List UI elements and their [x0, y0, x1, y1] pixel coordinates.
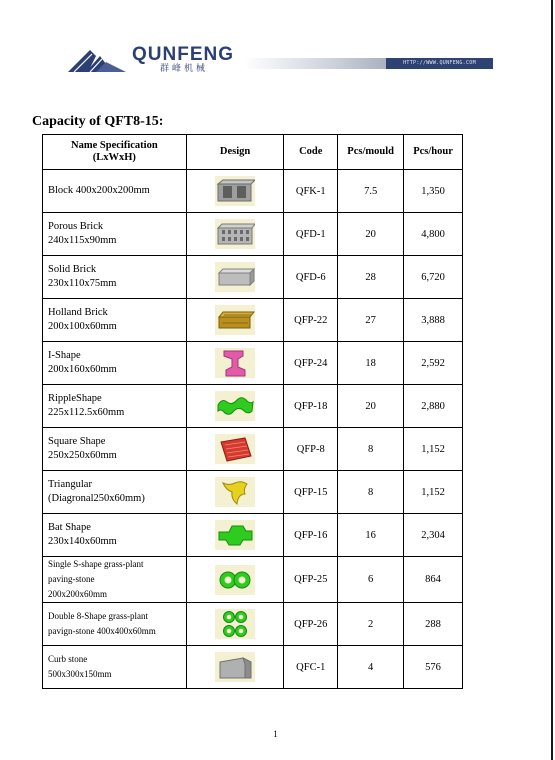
- i-shape-paver-icon: [215, 348, 255, 378]
- name-line: Block 400x200x200mm: [48, 185, 150, 196]
- cell-code: QFP-18: [284, 385, 338, 428]
- table-row: [43, 557, 463, 603]
- cell-name: [43, 428, 187, 471]
- cell-pcs-mould: 28: [338, 256, 404, 299]
- name-line: 200x160x60mm: [48, 364, 117, 375]
- mountain-logo-icon: [66, 44, 128, 74]
- name-line: Porous Brick: [48, 221, 104, 232]
- cell-name: [43, 256, 187, 299]
- cell-design: [186, 256, 284, 299]
- name-line: Solid Brick: [48, 264, 97, 275]
- cell-design: [186, 342, 284, 385]
- table-row: [43, 342, 463, 385]
- cell-pcs-mould: 16: [338, 514, 404, 557]
- table-row: [43, 256, 463, 299]
- name-line: 240x115x90mm: [48, 235, 117, 246]
- header-code: Code: [284, 135, 338, 170]
- table-row: [43, 471, 463, 514]
- name-line: Square Shape: [48, 436, 106, 447]
- section-title: Capacity of QFT8-15:: [32, 114, 164, 129]
- name-line: pavign-stone 400x400x60mm: [48, 626, 156, 636]
- table-row: [43, 385, 463, 428]
- cell-code: QFP-15: [284, 471, 338, 514]
- cell-pcs-mould: 20: [338, 213, 404, 256]
- cell-name: [43, 471, 187, 514]
- cell-pcs-hour: 4,800: [404, 213, 463, 256]
- table-row: [43, 428, 463, 471]
- cell-code: QFD-6: [284, 256, 338, 299]
- name-line: Holland Brick: [48, 307, 108, 318]
- cell-pcs-hour: 6,720: [404, 256, 463, 299]
- triangular-paver-icon: [215, 477, 255, 507]
- header-name-line1: Name Specification: [71, 140, 158, 151]
- double-8-grass-paver-icon: [215, 609, 255, 639]
- cell-code: QFD-1: [284, 213, 338, 256]
- name-line: Curb stone: [48, 654, 88, 664]
- cell-code: QFC-1: [284, 646, 338, 689]
- cell-code: QFP-16: [284, 514, 338, 557]
- name-line: 200x200x60mm: [48, 589, 108, 599]
- cell-pcs-mould: 7.5: [338, 170, 404, 213]
- cell-code: QFP-25: [284, 557, 338, 603]
- cell-name: [43, 557, 187, 603]
- cell-pcs-mould: 4: [338, 646, 404, 689]
- letterhead: [0, 0, 555, 90]
- cell-name: [43, 646, 187, 689]
- cell-design: [186, 213, 284, 256]
- cell-pcs-hour: 2,880: [404, 385, 463, 428]
- cell-pcs-mould: 20: [338, 385, 404, 428]
- cell-pcs-hour: 1,152: [404, 428, 463, 471]
- cell-code: QFP-22: [284, 299, 338, 342]
- cell-name: [43, 603, 187, 646]
- cell-pcs-mould: 2: [338, 603, 404, 646]
- cell-pcs-hour: 288: [404, 603, 463, 646]
- porous-brick-icon: [215, 219, 255, 249]
- name-line: Double 8-Shape grass-plant: [48, 611, 148, 621]
- single-s-grass-paver-icon: [215, 565, 255, 595]
- name-line: RippleShape: [48, 393, 102, 404]
- cell-design: [186, 471, 284, 514]
- holland-brick-icon: [215, 305, 255, 335]
- cell-pcs-hour: 2,304: [404, 514, 463, 557]
- table-row: [43, 170, 463, 213]
- table-row: [43, 603, 463, 646]
- cell-name: [43, 385, 187, 428]
- cell-design: [186, 170, 284, 213]
- header-pcs-mould: Pcs/mould: [338, 135, 404, 170]
- name-line: Triangular: [48, 479, 92, 490]
- solid-brick-icon: [215, 262, 255, 292]
- cell-pcs-mould: 18: [338, 342, 404, 385]
- cell-design: [186, 514, 284, 557]
- cell-name: [43, 342, 187, 385]
- cell-pcs-mould: 27: [338, 299, 404, 342]
- header-design: Design: [186, 135, 284, 170]
- table-row: [43, 213, 463, 256]
- table-row: [43, 299, 463, 342]
- brand-name: QUNFENG: [132, 44, 234, 65]
- header-name-spec: [43, 135, 187, 170]
- table-row: [43, 514, 463, 557]
- ripple-paver-icon: [215, 391, 255, 421]
- name-line: 250x250x60mm: [48, 450, 117, 461]
- curb-stone-icon: [215, 652, 255, 682]
- cell-pcs-mould: 8: [338, 428, 404, 471]
- name-line: I-Shape: [48, 350, 81, 361]
- square-paver-icon: [215, 434, 255, 464]
- page-number: 1: [273, 729, 278, 739]
- name-line: 230x140x60mm: [48, 536, 117, 547]
- cell-design: [186, 603, 284, 646]
- cell-code: QFK-1: [284, 170, 338, 213]
- cell-pcs-hour: 3,888: [404, 299, 463, 342]
- cell-pcs-mould: 8: [338, 471, 404, 514]
- cell-design: [186, 299, 284, 342]
- cell-design: [186, 385, 284, 428]
- hollow-block-icon: [215, 176, 255, 206]
- cell-pcs-hour: 576: [404, 646, 463, 689]
- name-line: 500x300x150mm: [48, 669, 112, 679]
- page-right-edge: [551, 0, 553, 760]
- header-name-line2: (LxWxH): [92, 152, 136, 163]
- cell-pcs-mould: 6: [338, 557, 404, 603]
- cell-code: QFP-8: [284, 428, 338, 471]
- header-gradient-bar: [244, 58, 386, 69]
- cell-pcs-hour: 2,592: [404, 342, 463, 385]
- cell-design: [186, 646, 284, 689]
- cell-name: [43, 514, 187, 557]
- cell-code: QFP-24: [284, 342, 338, 385]
- name-line: (Diagronal250x60mm): [48, 493, 145, 504]
- cell-pcs-hour: 1,152: [404, 471, 463, 514]
- header-pcs-hour: Pcs/hour: [404, 135, 463, 170]
- capacity-table: [42, 134, 463, 689]
- name-line: 230x110x75mm: [48, 278, 117, 289]
- name-line: Single S-shape grass-plant: [48, 559, 144, 569]
- cell-name: [43, 170, 187, 213]
- name-line: 200x100x60mm: [48, 321, 117, 332]
- cell-design: [186, 428, 284, 471]
- cell-pcs-hour: 1,350: [404, 170, 463, 213]
- website-url[interactable]: HTTP://WWW.QUNFENG.COM: [386, 58, 493, 69]
- table-row: [43, 646, 463, 689]
- table-header-row: [43, 135, 463, 170]
- name-line: paving-stone: [48, 574, 95, 584]
- cell-pcs-hour: 864: [404, 557, 463, 603]
- name-line: 225x112.5x60mm: [48, 407, 125, 418]
- brand-name-chinese: 群峰机械: [160, 64, 209, 74]
- name-line: Bat Shape: [48, 522, 91, 533]
- cell-code: QFP-26: [284, 603, 338, 646]
- cell-name: [43, 213, 187, 256]
- cell-design: [186, 557, 284, 603]
- cell-name: [43, 299, 187, 342]
- bat-paver-icon: [215, 520, 255, 550]
